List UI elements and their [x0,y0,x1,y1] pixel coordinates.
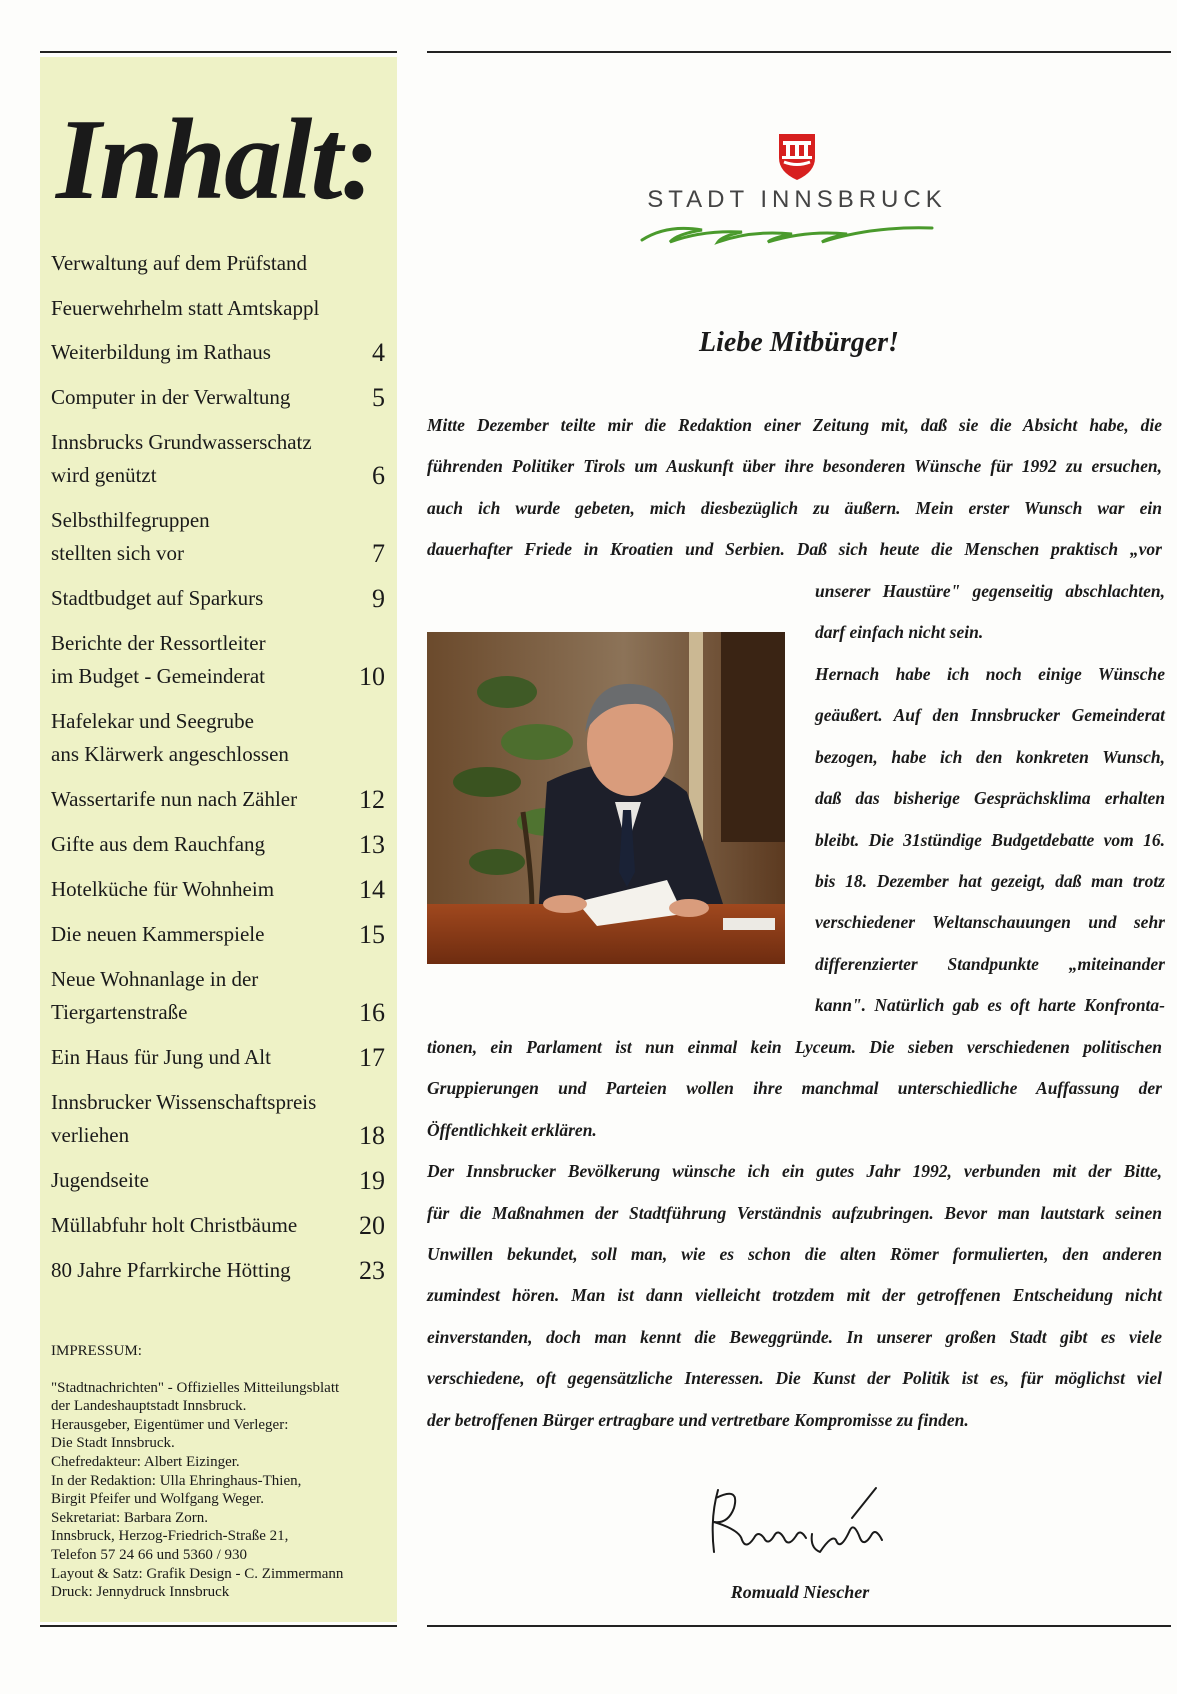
toc-item [51,1041,387,1074]
impressum-heading: IMPRESSUM: [51,1343,142,1359]
toc-title: 80 Jahre Pfarrkirche Hötting [51,1258,291,1282]
toc-page-number: 7 [372,539,385,568]
toc-page-number: 5 [372,383,385,412]
impressum-line: Telefon 57 24 66 und 5360 / 930 [51,1546,248,1563]
city-logo [632,130,962,250]
toc-title-continued: verliehen [51,1123,130,1147]
toc-page-number: 23 [359,1256,385,1285]
toc-page-number: 15 [359,920,385,949]
top-rule-right [427,51,1171,53]
signature [700,1478,900,1568]
photo-illustration [427,632,785,964]
letter-line: verschiedener Weltanschauungen und sehr [815,912,1165,933]
toc-page-number: 16 [359,998,385,1027]
letter-greeting: Liebe Mitbürger! [699,327,899,358]
letter-line: Öffentlichkeit erklären. [427,1119,597,1140]
toc-page-number: 13 [359,830,385,859]
letter-line: der betroffenen Bürger ertragbare und vertretbare Kompromisse zu finden. [427,1409,969,1430]
toc-item [51,1209,387,1242]
letter-line: führenden Politiker Tirols um Auskunft über ihre besonderen Wünsche für 1992 zu ersuchen, [427,456,1162,477]
toc-title-continued: Tiergartenstraße [51,1000,188,1024]
letter-line: darf einfach nicht sein. [815,622,984,643]
toc-title-continued: stellten sich vor [51,541,184,565]
toc-item [51,292,387,325]
green-wave-icon [632,216,962,250]
letter-line: auch ich wurde gebeten, mich diesbezüglich zu äußern. Mein erster Wunsch war ein [427,497,1162,518]
toc-item [51,504,387,570]
toc-item [51,1086,387,1152]
letter-line: Unwillen bekundet, soll man, wie es schon die alten Römer formulierten, den anderen [427,1244,1162,1264]
toc-item [51,705,387,771]
toc-item [51,247,387,280]
toc-item [51,582,387,615]
toc-page-number: 18 [359,1121,385,1150]
bottom-rule-left [40,1625,397,1627]
toc-item [51,1164,387,1197]
toc-page-number: 17 [359,1043,385,1072]
impressum-line: "Stadtnachrichten" - Offizielles Mitteilungsblatt [51,1379,340,1396]
letter-line: Gruppierungen und Parteien wollen ihre manchmal unterschiedliche Auffassung der [427,1078,1162,1099]
impressum-line: Chefredakteur: Albert Eizinger. [51,1453,240,1470]
impressum-line: Die Stadt Innsbruck. [51,1435,175,1452]
letter-line: unserer Haustüre" gegenseitig abschlachten, [815,580,1165,601]
letter-line: einverstanden, doch man kennt die Beweggründe. In unserer großen Stadt gibt es viele [427,1326,1162,1347]
toc-title: Innsbrucker Wissenschaftspreis [51,1090,317,1114]
toc-page-number: 14 [359,875,385,904]
contents-sidebar [40,57,397,1622]
letter-line: zumindest hören. Man ist dann vielleicht trotzdem mit der getroffenen Entscheidung nicht [427,1285,1162,1306]
toc-page-number: 9 [372,584,385,613]
impressum [51,1342,391,1602]
top-rule-left [40,51,397,53]
city-name: STADT INNSBRUCK [647,186,947,213]
toc-title: Innsbrucks Grundwasserschatz [51,430,312,454]
letter-line: bleibt. Die 31stündige Budgetdebatte vom 16. [815,829,1165,850]
toc-title: Berichte der Ressortleiter [51,631,266,655]
letter-line: tionen, ein Parlament ist nun einmal kein Lyceum. Die sieben verschiedenen politischen [427,1036,1162,1057]
toc-title-continued: im Budget - Gemeinderat [51,664,266,688]
letter-line: geäußert. Auf den Innsbrucker Gemeinderat [815,705,1165,726]
impressum-line: Sekretariat: Barbara Zorn. [51,1509,209,1526]
impressum-line: In der Redaktion: Ulla Ehringhaus-Thien, [51,1472,302,1489]
toc-title: Weiterbildung im Rathaus [51,340,271,364]
toc-title: Hotelküche für Wohnheim [51,877,275,901]
letter-line: differenzierter Standpunkte „miteinander [815,953,1165,974]
letter-line: kann". Natürlich gab es oft harte Konfronta- [815,995,1165,1016]
toc-item [51,627,387,693]
letter-line: Hernach habe ich noch einige Wünsche [815,663,1165,684]
impressum-body [51,1379,391,1602]
letter-line: Mitte Dezember teilte mir die Redaktion einer Zeitung mit, daß sie die Absicht habe, die [427,415,1162,435]
letter-line: daß das bisherige Gesprächsklima erhalten [815,788,1165,809]
toc-title: Hafelekar und Seegrube [51,709,254,733]
toc-page-number: 6 [372,461,385,490]
toc-title: Wassertarife nun nach Zähler [51,787,298,811]
impressum-line: Herausgeber, Eigentümer und Verleger: [51,1416,289,1433]
toc-title: Stadtbudget auf Sparkurs [51,586,264,610]
toc-title-continued: ans Klärwerk angeschlossen [51,742,289,766]
letter-line: verschiedene, oft gegensätzliche Interessen. Die Kunst der Politik ist es, für möglichst viel [427,1368,1162,1389]
toc-page-number: 20 [359,1211,385,1240]
toc-title: Müllabfuhr holt Christbäume [51,1213,298,1237]
impressum-line: der Landeshauptstadt Innsbruck. [51,1398,247,1415]
impressum-line: Innsbruck, Herzog-Friedrich-Straße 21, [51,1528,289,1545]
signer-name: Romuald Niescher [730,1582,870,1602]
toc-title: Selbsthilfegruppen [51,508,210,532]
innsbruck-bridge-emblem-icon [632,130,962,186]
bottom-rule-right [427,1625,1171,1627]
toc-item [51,426,387,492]
toc-page-number: 19 [359,1166,385,1195]
toc-item [51,918,387,951]
toc-item [51,336,387,369]
toc-page-number: 12 [359,785,385,814]
toc-item [51,783,387,816]
impressum-line: Druck: Jennydruck Innsbruck [51,1584,230,1601]
toc-title: Die neuen Kammerspiele [51,922,265,946]
toc-title: Neue Wohnanlage in der [51,967,259,991]
letter-line: Der Innsbrucker Bevölkerung wünsche ich ein gutes Jahr 1992, verbunden mit der Bitte, [427,1161,1162,1182]
toc-item [51,873,387,906]
letter-line: bis 18. Dezember hat gezeigt, daß man trotz [815,870,1165,891]
toc-item [51,1254,387,1287]
toc-title: Computer in der Verwaltung [51,385,291,409]
letter-line: bezogen, habe ich den konkreten Wunsch, [815,746,1165,767]
toc-item [51,828,387,861]
portrait-photo [427,632,785,964]
table-of-contents [51,247,387,1299]
toc-title: Feuerwehrhelm statt Amtskappl [51,296,320,320]
impressum-line: Layout & Satz: Grafik Design - C. Zimmermann [51,1565,344,1582]
toc-title: Jugendseite [51,1168,149,1192]
impressum-line: Birgit Pfeifer und Wolfgang Weger. [51,1491,264,1508]
letter-line: für die Maßnahmen der Stadtführung Verständnis aufzubringen. Bevor man lautstark seinen [427,1202,1162,1223]
toc-title: Verwaltung auf dem Prüfstand [51,251,308,275]
contents-title: Inhalt: [56,96,378,224]
toc-item [51,381,387,414]
toc-title-continued: wird genützt [51,463,157,487]
toc-page-number: 10 [359,662,385,691]
toc-page-number: 4 [372,338,385,367]
letter-line: dauerhafter Friede in Kroatien und Serbien. Daß sich heute die Menschen praktisch „vor [427,539,1162,560]
toc-title: Gifte aus dem Rauchfang [51,832,266,856]
toc-title: Ein Haus für Jung und Alt [51,1045,271,1069]
toc-item [51,963,387,1029]
